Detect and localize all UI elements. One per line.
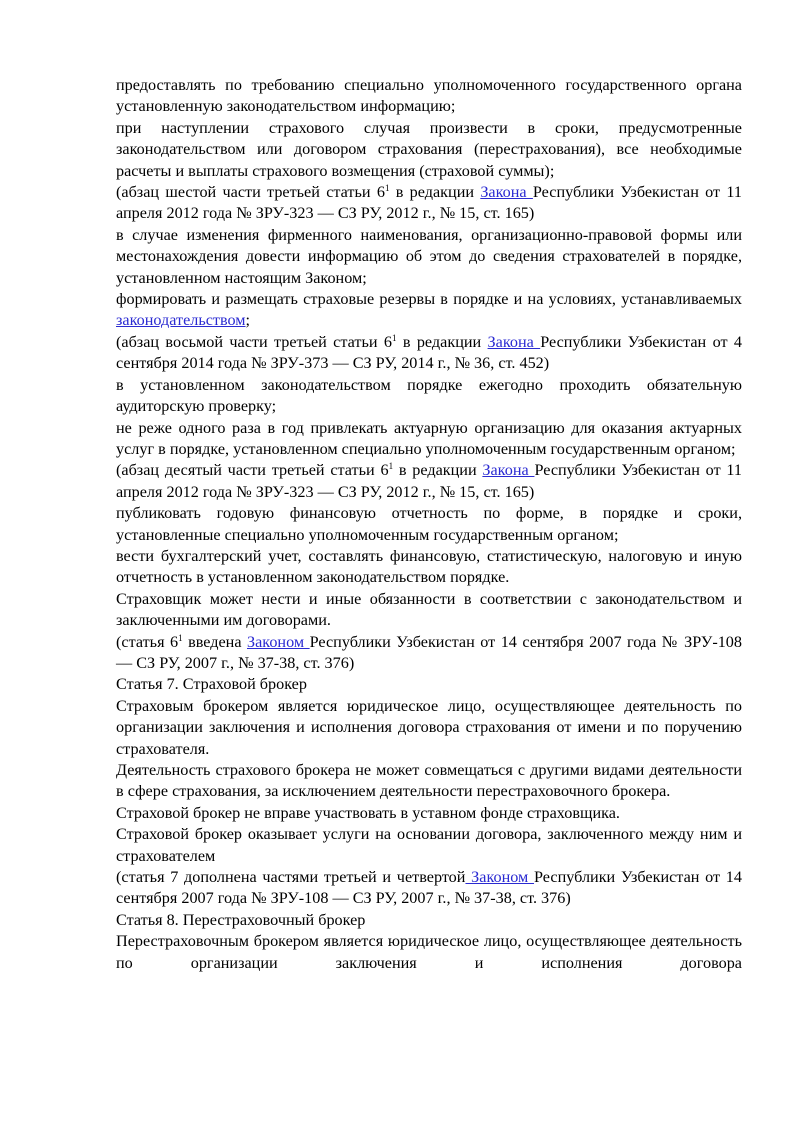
paragraph-text: ; [245,311,251,330]
paragraph: Перестраховочным брокером является юридическое лицо, осуществляющее деятельность по организации заключения и исполнения договора [116,932,742,972]
superscript: 1 [384,183,390,194]
note-text: (статья 6 [116,632,179,651]
law-link[interactable]: Закона [480,183,533,202]
paragraph: публиковать годовую финансовую отчетность по форме, в порядке и сроки, установленные специально уполномоченным государственным органом; [116,504,742,544]
paragraph: при наступлении страхового случая произвести в сроки, предусмотренные законодательством или договором страхования (перестрахования), все необходимые расчеты и выплаты страхового возмещения (страховой суммы); [116,118,742,180]
paragraph: вести бухгалтерский учет, составлять финансовую, статистическую, налоговую и иную отчетность в установленном законодательством порядке. [116,546,742,587]
note-text: в редакции [396,332,488,351]
superscript: 1 [178,632,183,643]
article-heading: Статья 7. Страховой брокер [116,675,307,694]
amendment-note [116,867,742,910]
note-text: (абзац восьмой части третьей статьи 6 [116,332,392,351]
legislation-link[interactable]: законодательством [116,311,246,330]
note-text: (абзац шестой части третьей статьи 6 [116,183,385,202]
note-text: Республики Узбекистан от 4 сентября 2014 года № ЗРУ-373 — СЗ РУ, 2014 г., № 36, ст. 452) [116,332,742,373]
note-text: в редакции [389,183,481,202]
note-text: введена [182,632,247,651]
note-text: (статья 7 дополнена частями третьей и четвертой [116,868,466,887]
superscript: 1 [388,461,394,472]
note-text: Республики Узбекистан от 11 апреля 2012 года № ЗРУ-323 — СЗ РУ, 2012 г., № 15, ст. 165) [116,183,742,223]
paragraph: в случае изменения фирменного наименования, организационно-правовой формы или местонахождения довести информацию об этом до сведения страхователей в порядке, установленном настоящим Законом; [116,225,742,287]
paragraph: предоставлять по требованию специально уполномоченного государственного органа установленную законодательством информацию; [116,76,742,116]
amendment-note [116,332,742,375]
paragraph: Страховым брокером является юридическое лицо, осуществляющее деятельность по организации заключения и исполнения договора страхования от имени и по поручению страхователя. [116,696,742,758]
law-link[interactable]: Законом [247,632,310,651]
note-text: (абзац десятый части третьей статьи 6 [116,461,389,480]
note-text: Республики Узбекистан от 14 сентября 2007 года № ЗРУ-108 — СЗ РУ, 2007 г., № 37-38, ст. 376) [116,868,742,908]
amendment-note [116,632,742,675]
paragraph: не реже одного раза в год привлекать актуарную организацию для оказания актуарных услуг в порядке, установленном специально уполномоченным государственным органом; [116,418,742,458]
note-text: Республики Узбекистан от 11 апреля 2012 года № ЗРУ-323 — СЗ РУ, 2012 г., № 15, ст. 165) [116,461,743,501]
paragraph: Деятельность страхового брокера не может совмещаться с другими видами деятельности в сфере страхования, за исключением деятельности перестраховочного брокера. [116,761,742,801]
amendment-note [116,460,742,503]
superscript: 1 [391,332,397,343]
law-link[interactable]: Закона [487,332,541,351]
paragraph [116,289,742,332]
paragraph: в установленном законодательством порядке ежегодно проходить обязательную аудиторскую проверку; [116,375,742,416]
law-link[interactable]: Закона [482,461,535,480]
paragraph-text: формировать и размещать страховые резервы в порядке и на условиях, устанавливаемых [116,290,742,309]
paragraph: Страховой брокер оказывает услуги на основании договора, заключенного между ним и страхователем [116,825,742,865]
paragraph: Страховой брокер не вправе участвовать в уставном фонде страховщика. [116,803,620,822]
paragraph: Страховщик может нести и иные обязанности в соответствии с законодательством и заключенными им договорами. [116,589,742,630]
article-heading: Статья 8. Перестраховочный брокер [116,910,366,929]
amendment-note [116,182,742,225]
law-link[interactable]: Законом [465,868,535,887]
note-text: в редакции [393,461,483,480]
note-text: Республики Узбекистан от 14 сентября 2007 года № ЗРУ-108 — СЗ РУ, 2007 г., № 37-38, ст. 376) [116,632,742,672]
document-page [116,75,742,974]
